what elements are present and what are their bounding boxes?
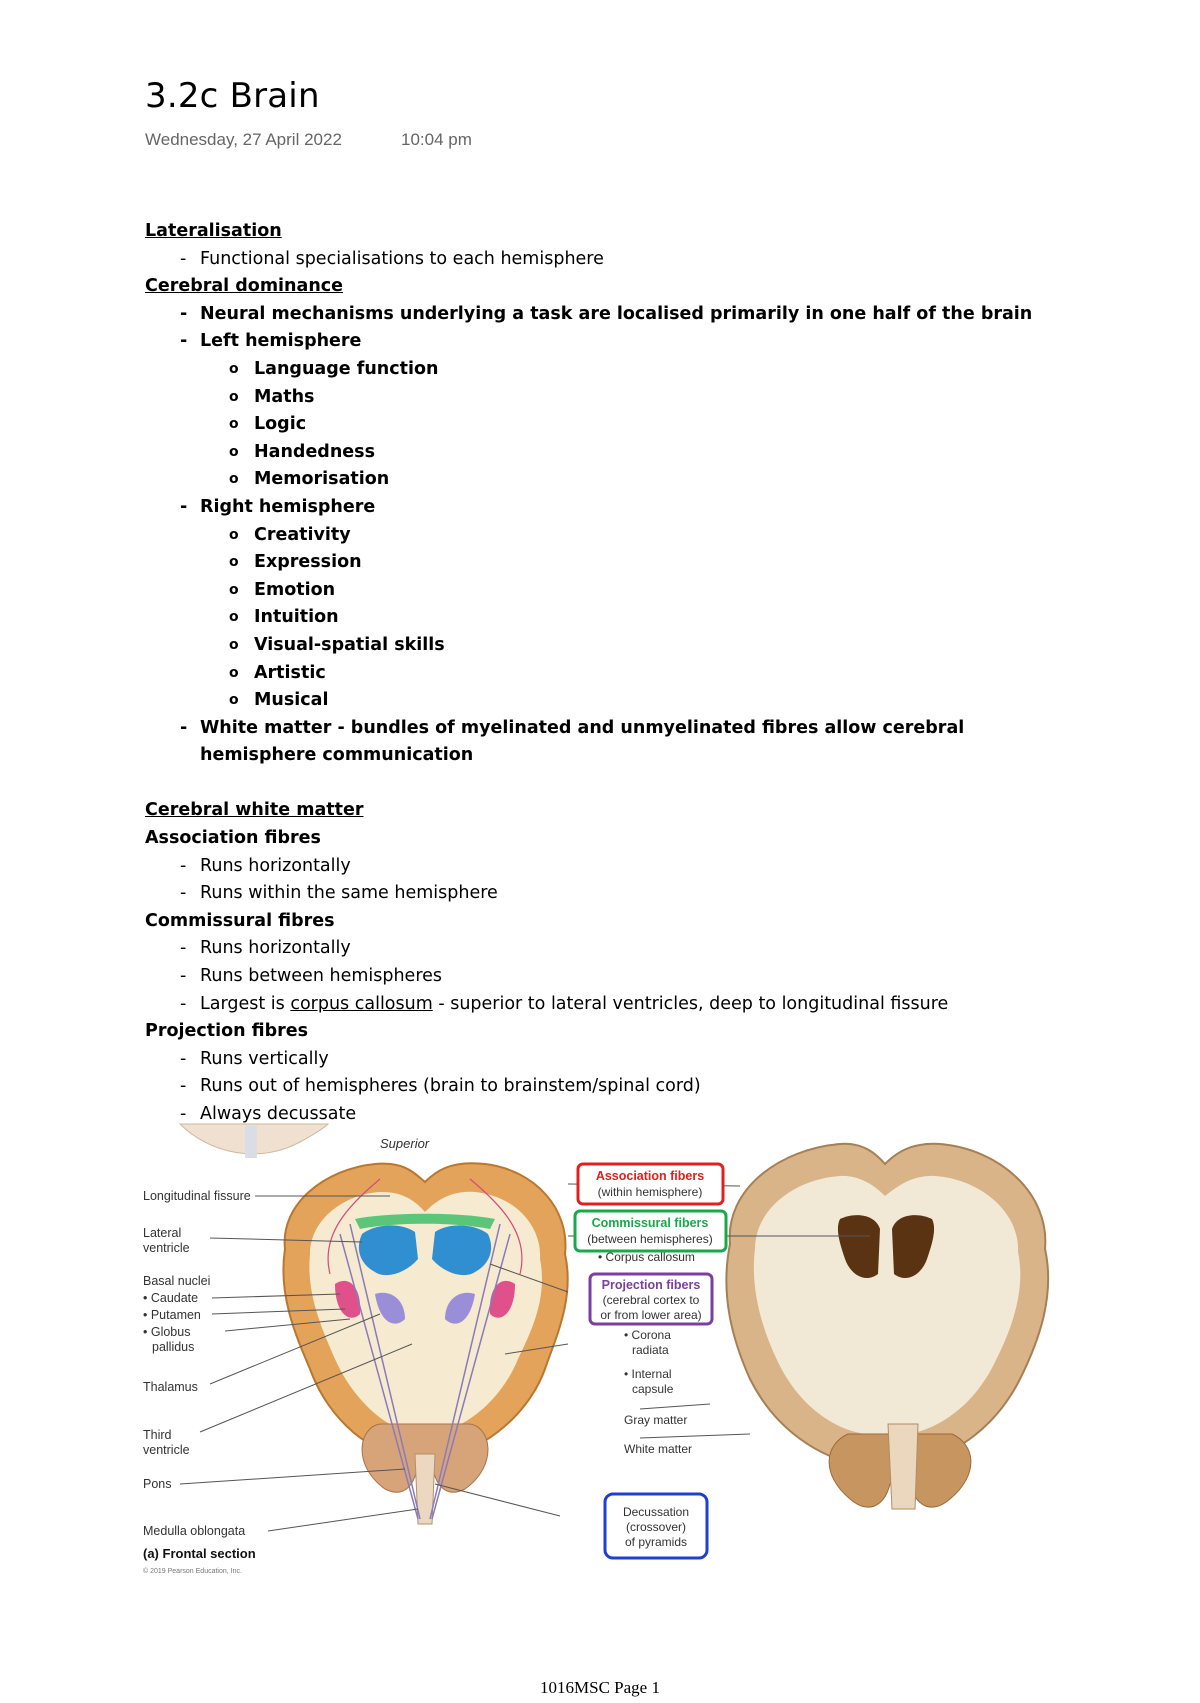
label-corona: • Corona bbox=[624, 1328, 671, 1342]
label-internal: • Internal bbox=[624, 1367, 672, 1381]
label-medulla-oblongata: Medulla oblongata bbox=[143, 1524, 246, 1538]
label-corpus-callosum: • Corpus callosum bbox=[598, 1250, 695, 1264]
list-item-right-hemisphere: - Right hemisphere bbox=[180, 496, 376, 517]
photo-brainstem bbox=[888, 1424, 918, 1509]
dash-bullet: - bbox=[180, 248, 187, 269]
list-item-corpus-callosum: - Largest is corpus callosum - superior to lateral ventricles, deep to longitudinal fissure bbox=[180, 993, 949, 1014]
sub-list-item: o Maths bbox=[229, 386, 315, 407]
label-third: Third bbox=[143, 1428, 172, 1442]
sub-list-item: o Language function bbox=[145, 356, 1065, 384]
circle-bullet: o bbox=[229, 360, 239, 377]
label-thalamus: Thalamus bbox=[143, 1380, 198, 1394]
brain-figure-svg bbox=[143, 1124, 1070, 1604]
brain-photograph bbox=[726, 1144, 1048, 1509]
list-item: - Runs between hemispheres bbox=[180, 966, 443, 987]
label-between-hemispheres: (between hemispheres) bbox=[587, 1232, 713, 1246]
brain-illustration bbox=[283, 1163, 567, 1524]
list-item: - Always decussate bbox=[180, 1104, 357, 1124]
subheading-commissural: Commissural fibres bbox=[145, 910, 335, 931]
list-item: - Neural mechanisms underlying a task are localised primarily in one half of the brain bbox=[180, 303, 1033, 324]
label-projection-desc-2: or from lower area) bbox=[600, 1308, 702, 1322]
label-third-ventricle: ventricle bbox=[143, 1443, 190, 1457]
sub-list-item: o Expression bbox=[229, 552, 362, 573]
label-crossover: (crossover) bbox=[625, 1520, 687, 1534]
sub-list-item: o Handedness bbox=[229, 441, 375, 462]
label-of-pyramids: of pyramids bbox=[624, 1535, 688, 1549]
label-caudate: • Caudate bbox=[143, 1291, 199, 1305]
sub-list-item: o Visual-spatial skills bbox=[229, 634, 445, 655]
page-time: 10:04 pm bbox=[401, 130, 472, 149]
left-labels bbox=[143, 1189, 251, 1538]
label-white-matter: White matter bbox=[624, 1442, 693, 1456]
corpus-callosum-term: corpus callosum bbox=[290, 993, 433, 1014]
sub-list-item: o Creativity bbox=[229, 524, 351, 545]
label-pons: Pons bbox=[143, 1477, 172, 1491]
list-item: - Functional specialisations to each hemisphere bbox=[145, 246, 1065, 274]
label-basal-nuclei: Basal nuclei bbox=[143, 1274, 211, 1288]
notes-body bbox=[145, 218, 1065, 1129]
list-item: - Runs within the same hemisphere bbox=[180, 883, 498, 904]
page-title: 3.2c Brain bbox=[145, 76, 320, 116]
label-association-fibers: Association fibers bbox=[595, 1169, 705, 1183]
heading-cerebral-dominance: Cerebral dominance bbox=[145, 276, 344, 297]
label-gray-matter: Gray matter bbox=[624, 1413, 688, 1427]
heading-lateralisation: Lateralisation bbox=[145, 221, 282, 241]
page-footer: 1016MSC Page 1 bbox=[540, 1678, 660, 1697]
list-item: - Runs horizontally bbox=[180, 855, 351, 876]
list-item: - Runs vertically bbox=[180, 1048, 329, 1069]
page-date: Wednesday, 27 April 2022 bbox=[145, 130, 342, 149]
figure-copyright: © 2019 Pearson Education, Inc. bbox=[143, 1568, 242, 1575]
sub-list-item: o Logic bbox=[229, 414, 307, 435]
label-commissural-fibers: Commissural fibers bbox=[591, 1216, 709, 1230]
label-putamen: • Putamen bbox=[143, 1308, 201, 1322]
brain-frontal-section-figure bbox=[143, 1124, 1070, 1604]
label-superior: Superior bbox=[380, 1136, 430, 1151]
sub-list-item: o Emotion bbox=[229, 579, 336, 600]
label-projection-desc-1: (cerebral cortex to bbox=[602, 1293, 700, 1307]
sub-list-item: o Artistic bbox=[229, 662, 326, 683]
figure-caption: (a) Frontal section bbox=[143, 1546, 256, 1561]
subheading-projection: Projection fibres bbox=[145, 1021, 309, 1042]
heading-cerebral-white-matter: Cerebral white matter bbox=[145, 800, 364, 821]
label-capsule: capsule bbox=[632, 1382, 674, 1396]
label-globus: • Globus bbox=[143, 1325, 191, 1339]
sub-list-item: o Memorisation bbox=[229, 469, 390, 490]
label-within-hemisphere: (within hemisphere) bbox=[597, 1185, 703, 1199]
sub-list-item: o Intuition bbox=[229, 607, 339, 628]
label-pallidus: pallidus bbox=[152, 1340, 195, 1354]
label-lateral: Lateral bbox=[143, 1226, 182, 1240]
sub-list-item: o Musical bbox=[229, 690, 329, 711]
list-item: - Runs horizontally bbox=[180, 938, 351, 959]
list-item-left-hemisphere: - Left hemisphere bbox=[180, 331, 362, 352]
label-ventricle: ventricle bbox=[143, 1241, 190, 1255]
list-item: - Runs out of hemispheres (brain to brainstem/spinal cord) bbox=[180, 1076, 701, 1097]
list-item-white-matter: - White matter - bundles of myelinated and unmyelinated fibres allow cerebral hemisphere communication bbox=[180, 717, 965, 766]
label-longitudinal-fissure: Longitudinal fissure bbox=[143, 1189, 251, 1203]
label-radiata: radiata bbox=[632, 1343, 669, 1357]
subheading-association: Association fibres bbox=[145, 828, 321, 849]
label-projection-fibers: Projection fibers bbox=[601, 1278, 701, 1292]
label-decussation: Decussation bbox=[622, 1505, 690, 1519]
